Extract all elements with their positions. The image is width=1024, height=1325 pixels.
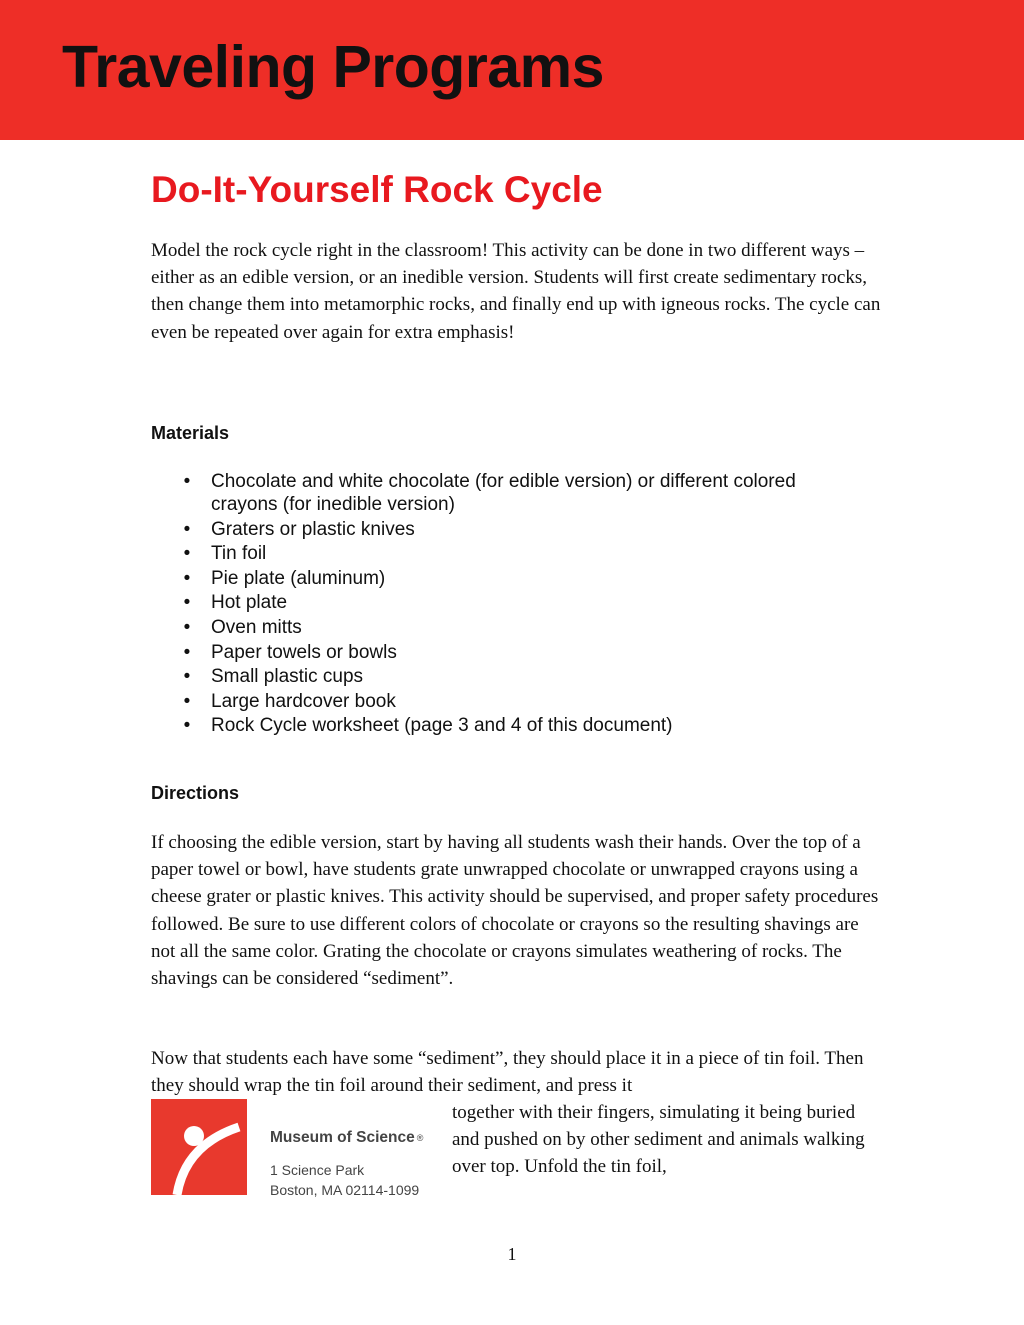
materials-list-item xyxy=(181,542,861,565)
materials-item-text: Pie plate (aluminum) xyxy=(211,567,386,589)
materials-list-item xyxy=(181,665,861,688)
bullet-icon: • xyxy=(183,616,191,638)
materials-item-text: Rock Cycle worksheet (page 3 and 4 of this document) xyxy=(211,715,673,737)
materials-heading: Materials xyxy=(151,423,230,443)
materials-list xyxy=(181,470,861,739)
materials-item-text: Oven mitts xyxy=(211,616,302,638)
bullet-icon: • xyxy=(183,592,191,614)
materials-list-item xyxy=(181,641,861,664)
materials-list-item xyxy=(181,567,861,590)
museum-address-line1: 1 Science Park xyxy=(270,1162,365,1178)
bullet-icon: • xyxy=(183,471,191,492)
materials-item-text: Small plastic cups xyxy=(211,666,364,688)
header-banner xyxy=(0,0,1024,140)
materials-item-text: Paper towels or bowls xyxy=(211,641,397,663)
museum-address-line2: Boston, MA 02114-1099 xyxy=(270,1182,420,1198)
materials-item-text: Large hardcover book xyxy=(211,690,396,712)
materials-list-item xyxy=(181,518,861,541)
page-number: 1 xyxy=(507,1244,517,1264)
materials-item-text: Graters or plastic knives xyxy=(211,518,415,540)
bullet-icon: • xyxy=(183,567,191,589)
document-title: Do-It-Yourself Rock Cycle xyxy=(151,169,603,210)
materials-list-item xyxy=(181,470,861,516)
directions-heading: Directions xyxy=(151,783,240,803)
materials-list-item xyxy=(181,690,861,713)
materials-item-text: Tin foil xyxy=(211,543,267,565)
directions-paragraph-1: If choosing the edible version, start by having all students wash their hands. Over the top of a paper towel or bowl, have students grate unwrapped chocolate or unwrapped crayons using a cheese grater or plastic knives. This activity should be supervised, and proper safety procedures followed. Be sure to use different colors of chocolate or crayons so the resulting shavings are not all the same color. Grating the chocolate or crayons simulates weathering of rocks. The shavings can be considered “sediment”. xyxy=(151,832,879,990)
bullet-icon: • xyxy=(183,666,191,688)
materials-item-text: Hot plate xyxy=(211,592,288,614)
bullet-icon: • xyxy=(183,641,191,663)
museum-logo-icon xyxy=(151,1099,247,1195)
directions-paragraph-2-wrap: together with their fingers, simulating it being buried and pushed on by other sediment and animals walking over top. Unfold the tin foil, xyxy=(452,1102,865,1178)
materials-list-item xyxy=(181,714,861,737)
museum-name: Museum of Science ® xyxy=(270,1129,424,1146)
bullet-icon: • xyxy=(183,715,191,737)
bullet-icon: • xyxy=(183,518,191,540)
materials-list-item xyxy=(181,591,861,614)
bullet-icon: • xyxy=(183,543,191,565)
intro-paragraph: Model the rock cycle right in the classroom! This activity can be done in two different ways – either as an edible version, or an inedible version. Students will first create sedimentary rocks, then change them into metamorphic rocks, and finally end up with igneous rocks. The cycle can even be repeated over again for extra emphasis! xyxy=(151,240,881,343)
materials-list-item xyxy=(181,616,861,639)
registered-mark: ® xyxy=(416,1132,424,1143)
directions-paragraph-2-start: Now that students each have some “sediment”, they should place it in a piece of tin foil. Then they should wrap the tin foil around their sediment, and press it xyxy=(151,1048,864,1097)
banner-title: Traveling Programs xyxy=(62,34,604,100)
bullet-icon: • xyxy=(183,690,191,712)
materials-item-text: Chocolate and white chocolate (for edible version) or different colored crayons (for inedible version) xyxy=(211,471,796,515)
